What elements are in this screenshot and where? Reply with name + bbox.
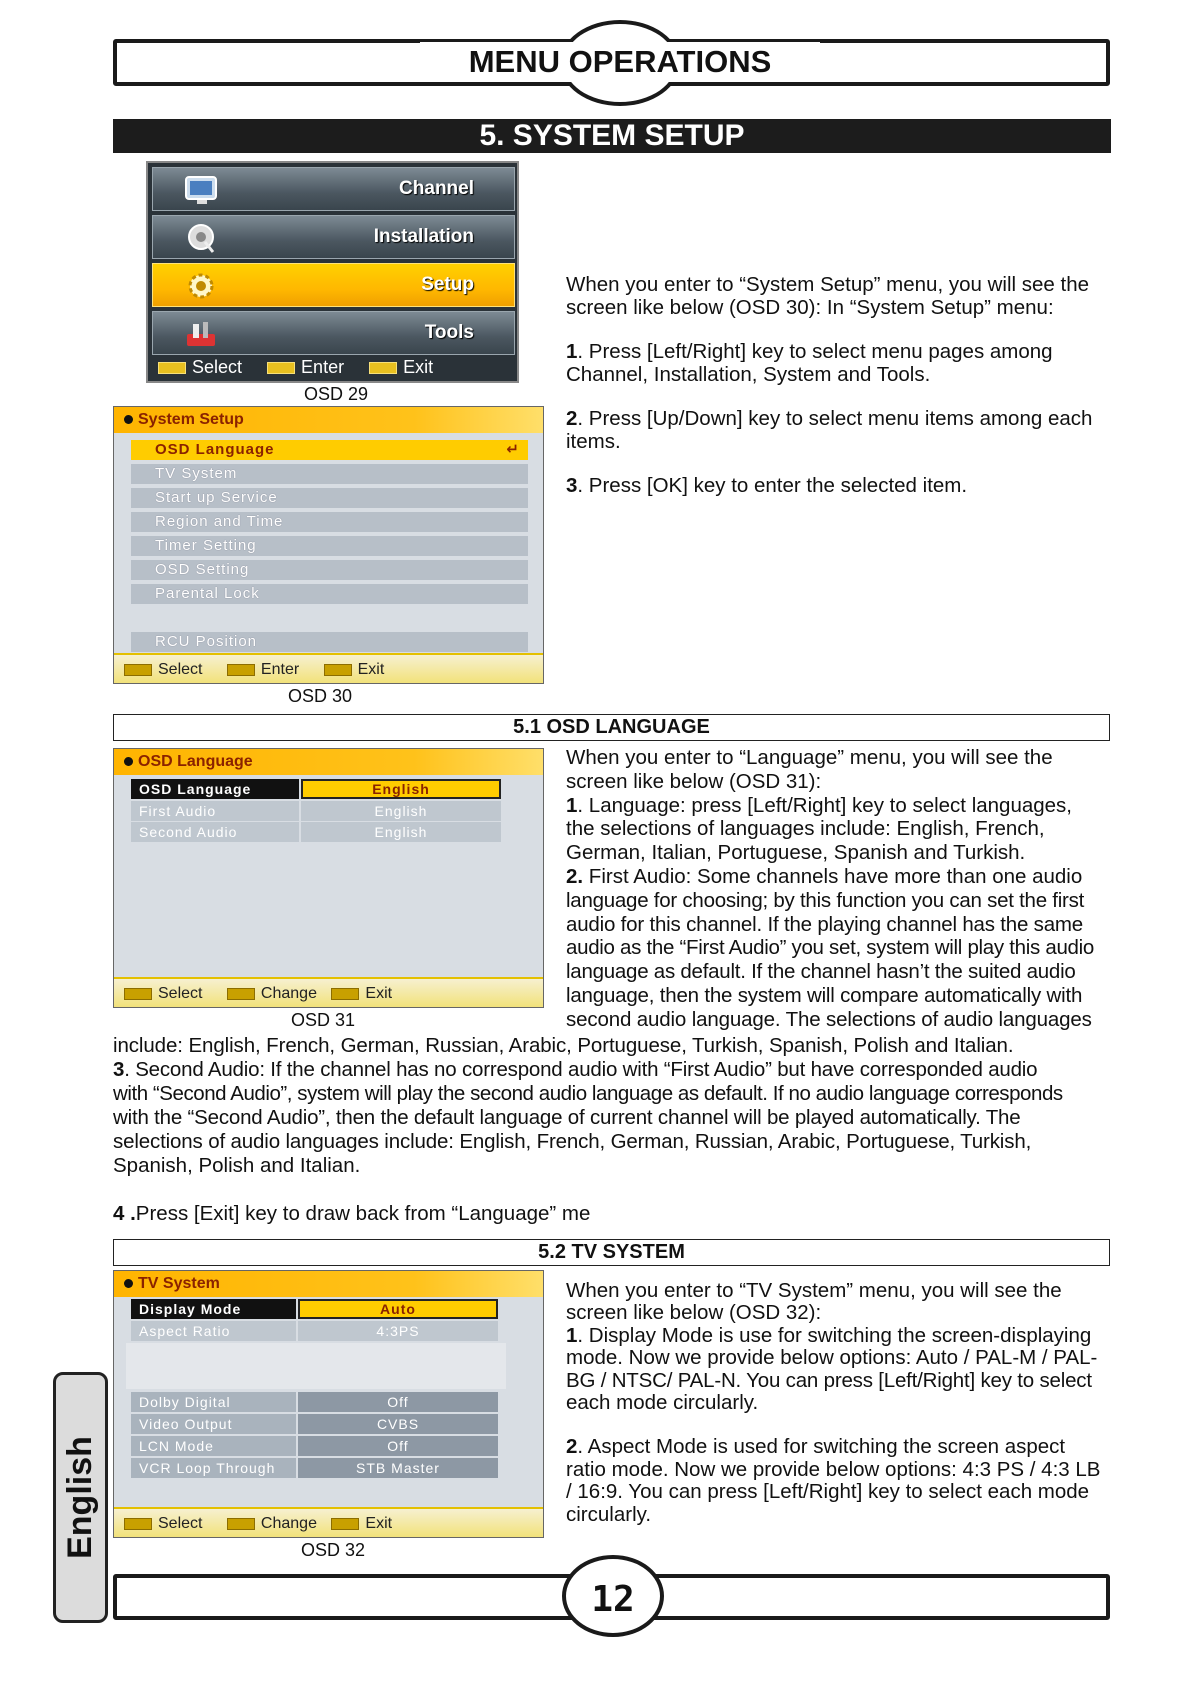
osd30-item-osd-setting: OSD Setting: [131, 560, 528, 580]
osd31-value-osd-language: English: [301, 779, 501, 799]
menu-item-installation: Installation: [152, 215, 515, 259]
enter-arrow-icon: ↵: [506, 441, 520, 458]
osd31-label-osd-language: OSD Language: [131, 779, 299, 799]
osd30-system-setup: [113, 406, 544, 684]
osd32-value-aspect-ratio: 4:3PS: [298, 1321, 498, 1341]
tv-icon: [183, 174, 223, 206]
bullet-icon: [124, 757, 133, 766]
menu-key-icon: [324, 664, 352, 676]
page-number: 12: [591, 1579, 635, 1620]
osd29-footer: Select Enter Exit: [148, 353, 517, 381]
osd32-footer: Select Change Exit: [114, 1507, 543, 1537]
osd32-value-video-output: CVBS: [298, 1414, 498, 1434]
leftright-key-icon: [227, 1518, 255, 1530]
osd30-item-rcu-position: RCU Position: [131, 632, 528, 652]
osd32-label-aspect-ratio: Aspect Ratio: [131, 1321, 296, 1341]
tv-system-text: When you enter to “TV System” menu, you will see the screen like below (OSD 32): 1. Display Mode is use for switching the screen-displaying mode. Now we provide below options: Auto / PAL-M / PAL- BG / NTSC/ PAL-N. You can press [Left/Right] key to select each mode circularly. 2. Aspect Mode is used for switching the screen aspect ratio mode. Now we provide below options: 4:3 PS / 4:3 LB / 16:9. You can press [Left/Right] key to select each mode circularly.: [566, 1279, 1101, 1526]
osd31-titlebar: OSD Language: [114, 749, 543, 775]
osd30-item-region-time: Region and Time: [131, 512, 528, 532]
osd30-item-tv-system: TV System: [131, 464, 528, 484]
osd32-label-dolby-digital: Dolby Digital: [131, 1392, 296, 1412]
osd30-item-osd-language: OSD Language ↵: [131, 440, 528, 460]
osd32-label-vcr-loop: VCR Loop Through: [131, 1458, 296, 1478]
updown-key-icon: [158, 362, 186, 374]
osd32-label-display-mode: Display Mode: [131, 1299, 296, 1319]
menu-item-setup: Setup: [152, 263, 515, 307]
osd30-item-startup-service: Start up Service: [131, 488, 528, 508]
updown-key-icon: [124, 664, 152, 676]
osd31-value-first-audio: English: [301, 801, 501, 821]
osd32-value-lcn-mode: Off: [298, 1436, 498, 1456]
osd32-titlebar: TV System: [114, 1271, 543, 1297]
subsection-title-5-1: 5.1 OSD LANGUAGE: [113, 714, 1110, 741]
osd31-label-first-audio: First Audio: [131, 801, 299, 821]
osd30-item-timer-setting: Timer Setting: [131, 536, 528, 556]
updown-key-icon: [124, 1518, 152, 1530]
osd32-label-lcn-mode: LCN Mode: [131, 1436, 296, 1456]
osd32-label-video-output: Video Output: [131, 1414, 296, 1434]
osd32-tv-system: [113, 1270, 544, 1538]
osd30-footer: Select Enter Exit: [114, 653, 543, 683]
tools-icon: [183, 318, 223, 350]
osd32-value-vcr-loop: STB Master: [298, 1458, 498, 1478]
osd30-titlebar: System Setup: [114, 407, 543, 433]
osd-language-text-full: include: English, French, German, Russian, Arabic, Portuguese, Turkish, Spanish, Polish and Italian. 3. Second Audio: If the channel has no correspond audio with “First Audio” but have corresponded audio with “Second Audio”, system will play the second audio language as default. If no audio language corresponds with the “Second Audio”, then the default language of current channel will be played automatically. The selections of audio languages include: English, French, German, Russian, Arabic, Portuguese, Turkish, Spanish, Polish and Italian. 4 .Press [Exit] key to draw back from “Language” me: [113, 1034, 1063, 1225]
leftright-key-icon: [227, 988, 255, 1000]
gear-icon: [183, 270, 223, 302]
osd29-main-menu: [146, 161, 519, 383]
osd-language-text: When you enter to “Language” menu, you will see the screen like below (OSD 31): 1. Language: press [Left/Right] key to select languages, the selections of languages include: English, French, German, Italian, Portuguese, Spanish and Turkish. 2. First Audio: Some channels have more than one audio language for choosing; by this function you can set the first audio for this channel. If the playing channel has the same audio as the “First Audio” you set, system will play this audio language as default. If the channel hasn’t the suited audio language, then the system will compare automatically with second audio language. The selections of audio languages: [566, 746, 1095, 1031]
bullet-icon: [124, 1279, 133, 1288]
osd30-caption: OSD 30: [287, 686, 353, 706]
language-side-label: English: [61, 1436, 100, 1559]
osd31-osd-language: [113, 748, 544, 1008]
menu-item-tools: Tools: [152, 311, 515, 355]
menu-item-channel: Channel: [152, 167, 515, 211]
menu-key-icon: [331, 988, 359, 1000]
osd31-caption: OSD 31: [290, 1010, 356, 1030]
menu-key-icon: [331, 1518, 359, 1530]
ok-key-icon: [227, 664, 255, 676]
osd31-value-second-audio: English: [301, 822, 501, 842]
page-title: MENU OPERATIONS: [420, 42, 820, 82]
intro-text: When you enter to “System Setup” menu, you will see the screen like below (OSD 30): In “System Setup” menu: 1. Press [Left/Right] key to select menu pages among Channel, Installation, System and Tools. 2. Press [Up/Down] key to select menu items among each items. 3. Press [OK] key to enter the selected item.: [566, 273, 1093, 497]
osd31-label-second-audio: Second Audio: [131, 822, 299, 842]
section-title: 5. SYSTEM SETUP: [113, 119, 1111, 153]
bullet-icon: [124, 415, 133, 424]
osd29-caption: OSD 29: [303, 384, 369, 404]
satellite-dish-icon: [183, 222, 223, 254]
ok-key-icon: [267, 362, 295, 374]
osd30-item-parental-lock: Parental Lock: [131, 584, 528, 604]
osd32-value-dolby-digital: Off: [298, 1392, 498, 1412]
osd32-caption: OSD 32: [300, 1540, 366, 1560]
subsection-title-5-2: 5.2 TV SYSTEM: [113, 1239, 1110, 1266]
osd32-value-display-mode: Auto: [298, 1299, 498, 1319]
updown-key-icon: [124, 988, 152, 1000]
osd32-blank-panel: [126, 1343, 506, 1389]
osd31-footer: Select Change Exit: [114, 977, 543, 1007]
menu-key-icon: [369, 362, 397, 374]
